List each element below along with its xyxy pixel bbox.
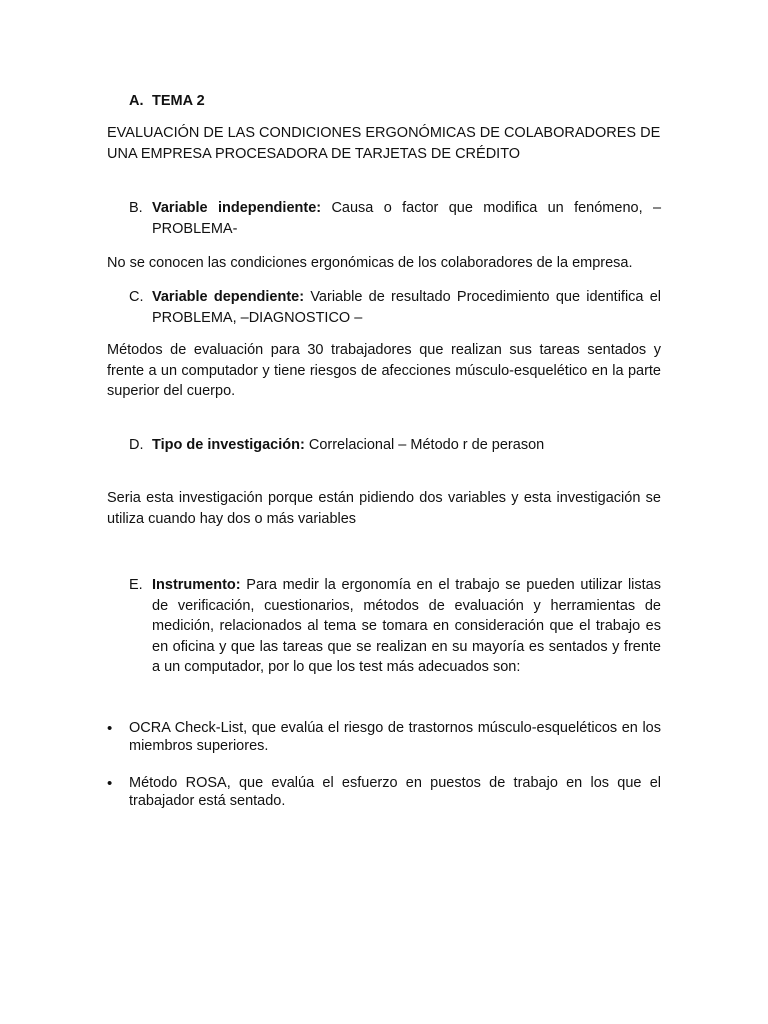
list-marker-b: B. [129,200,143,216]
bullet-item-ocra [107,719,661,755]
paragraph-c: Métodos de evaluación para 30 trabajadores que realizan sus tareas sentados y frente a un computador y tiene riesgos de afecciones músculo-esquelético en la parte superior del cuerpo. [107,342,661,399]
list-body-b [152,198,661,239]
heading-item [129,91,661,112]
list-marker-e: E. [129,577,143,593]
heading-marker: A. [129,93,144,109]
bullet-text-rosa: Método ROSA, que evalúa el esfuerzo en puestos de trabajo en los que el trabajador está sentado. [129,775,661,809]
variable-independiente-label: Variable independiente: [152,200,322,216]
bullet-icon: • [107,775,113,792]
list-body-c [152,287,661,328]
list-body-d [152,435,661,456]
list-marker-d: D. [129,437,144,453]
variable-dependiente-text: Variable de resultado Procedimiento que identifica el PROBLEMA, –DIAGNOSTICO – [152,289,661,326]
title-paragraph: EVALUACIÓN DE LAS CONDICIONES ERGONÓMICAS DE COLABORADORES DE UNA EMPRESA PROCESADORA DE TARJETAS DE CRÉDITO [107,125,661,162]
bullet-item-rosa [107,774,661,810]
bullet-text-ocra: OCRA Check-List, que evalúa el riesgo de trastornos músculo-esqueléticos en los miembros superiores. [129,720,661,754]
list-item-e [129,575,661,678]
paragraph-d: Seria esta investigación porque están pidiendo dos variables y esta investigación se utiliza cuando hay dos o más variables [107,490,661,527]
instrumento-label: Instrumento: [152,577,241,593]
tipo-investigacion-text: Correlacional – Método r de perason [308,437,545,453]
variable-dependiente-label: Variable dependiente: [152,289,305,305]
list-item-b [129,198,661,239]
list-item-d [129,435,661,456]
paragraph-b: No se conocen las condiciones ergonómicas de los colaboradores de la empresa. [107,255,633,271]
list-body-e [152,575,661,678]
tipo-investigacion-label: Tipo de investigación: [152,437,305,453]
heading-title: TEMA 2 [152,93,205,109]
list-item-c [129,287,661,328]
instrumento-text: Para medir la ergonomía en el trabajo se pueden utilizar listas de verificación, cuestionarios, métodos de evaluación y herramientas de medición, relacionados al tema se tomara en consideración que el trabajo es en oficina y que las tareas que se realizan en su mayoría es sentados y frente a un computador, por lo que los test más adecuados son: [152,577,661,675]
variable-independiente-text: Causa o factor que modifica un fenómeno, –PROBLEMA- [152,200,662,237]
bullet-icon: • [107,720,113,737]
list-marker-c: C. [129,289,144,305]
